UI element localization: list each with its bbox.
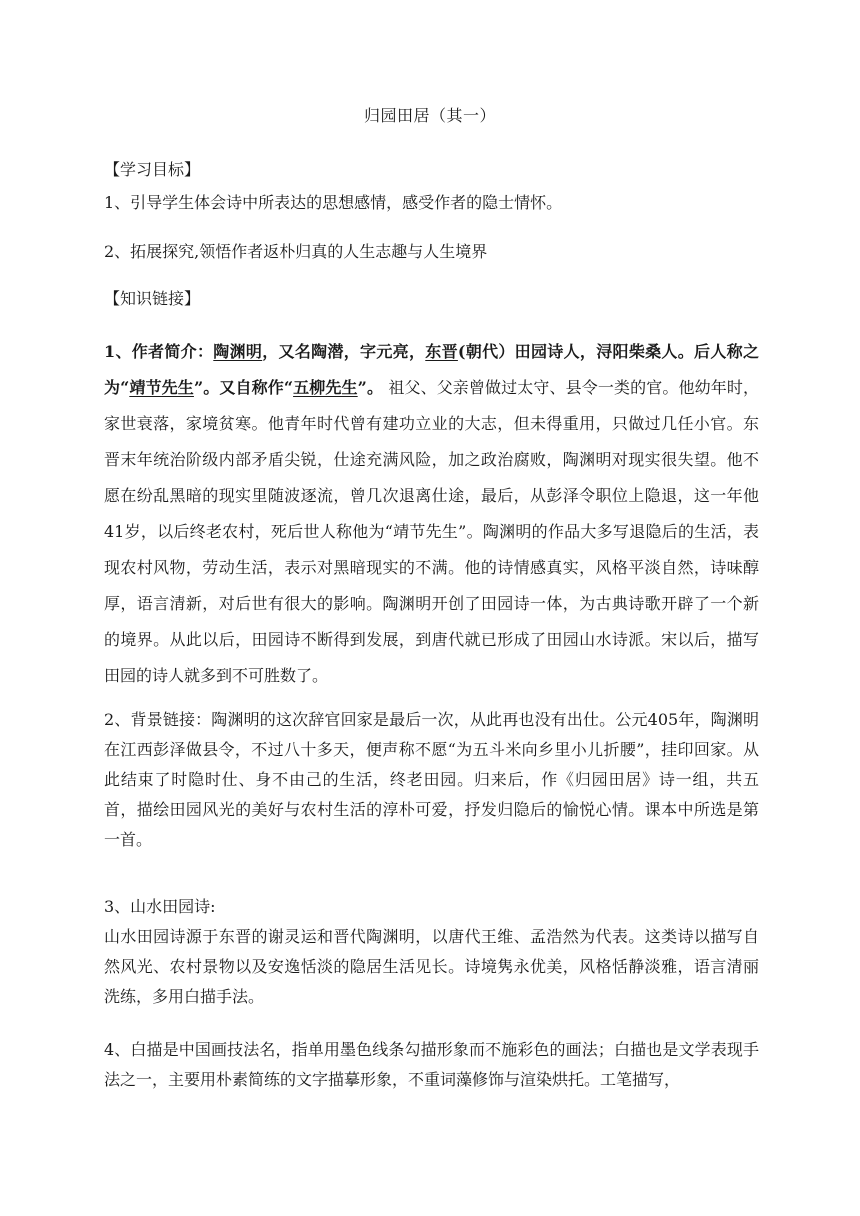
objective-item-1: 1、引导学生体会诗中所表达的思想感情，感受作者的隐士情怀。	[104, 193, 563, 212]
links-heading: 【知识链接】	[104, 289, 201, 308]
author-intro-paragraph	[104, 334, 759, 694]
objective-item-2: 2、拓展探究,领悟作者返朴归真的人生志趣与人生境界	[104, 242, 488, 261]
author-mid-text: ”。又自称作“	[193, 378, 294, 397]
author-alias: ，又名陶潜，字元亮，	[262, 342, 426, 361]
author-biography: 祖父、父亲曾做过太守、县令一类的官。他幼年时，家世衰落，家境贫寒。他青年时代曾有建功立业的大志，但未得重用，只做过几任小官。东晋末年统治阶级内部矛盾尖锐，仕途充满风险，加之政治腐败，陶渊明对现实很失望。他不愿在纷乱黑暗的现实里随波逐流，曾几次退离仕途，最后，从彭泽令职位上隐退，这一年他41岁，以后终老农村，死后世人称他为“靖节先生”。陶渊明的作品大多写退隐后的生活，表现农村风物，劳动生活，表示对黑暗现实的不满。他的诗情感真实，风格平淡自然，诗味醇厚，语言清新，对后世有很大的影响。陶渊明开创了田园诗一体，为古典诗歌开辟了一个新的境界。从此以后，田园诗不断得到发展，到唐代就已形成了田园山水诗派。宋以后，描写田园的诗人就多到不可胜数了。	[104, 378, 759, 685]
author-title-jingjie: 靖节先生	[129, 378, 194, 397]
author-identity: (朝代）田园诗人，浔阳柴桑人。后人称之为“	[104, 342, 759, 397]
author-title-wuliu: 五柳先生	[293, 378, 358, 397]
landscape-poetry-label: 3、山水田园诗:	[104, 897, 216, 916]
background-paragraph: 2、背景链接：陶渊明的这次辞官回家是最后一次，从此再也没有出仕。公元405年，陶渊明在江西彭泽做县令，不过八十多天，便声称不愿“为五斗米向乡里小儿折腰”，挂印回家。从此结束了时隐时仕、身不由己的生活，终老田园。归来后，作《归园田居》诗一组，共五首，描绘田园风光的美好与农村生活的淳朴可爱，抒发归隐后的愉悦心情。课本中所选是第一首。	[104, 710, 759, 849]
author-end-text: ”。	[357, 378, 384, 397]
author-intro-prefix: 1、作者简介：	[104, 342, 214, 361]
objectives-heading: 【学习目标】	[104, 160, 201, 179]
landscape-poetry-paragraph: 山水田园诗源于东晋的谢灵运和晋代陶渊明，以唐代王维、孟浩然为代表。这类诗以描写自然风光、农村景物以及安逸恬淡的隐居生活见长。诗境隽永优美，风格恬静淡雅，语言清丽洗练，多用白描手法。	[104, 927, 759, 1006]
baimiao-paragraph: 4、白描是中国画技法名，指单用墨色线条勾描形象而不施彩色的画法；白描也是文学表现手法之一，主要用朴素简练的文字描摹形象，不重词藻修饰与渲染烘托。工笔描写，	[104, 1040, 759, 1089]
author-dynasty: 东晋	[425, 342, 458, 361]
page-title: 归园田居（其一）	[363, 106, 496, 125]
author-name: 陶渊明	[213, 342, 263, 361]
